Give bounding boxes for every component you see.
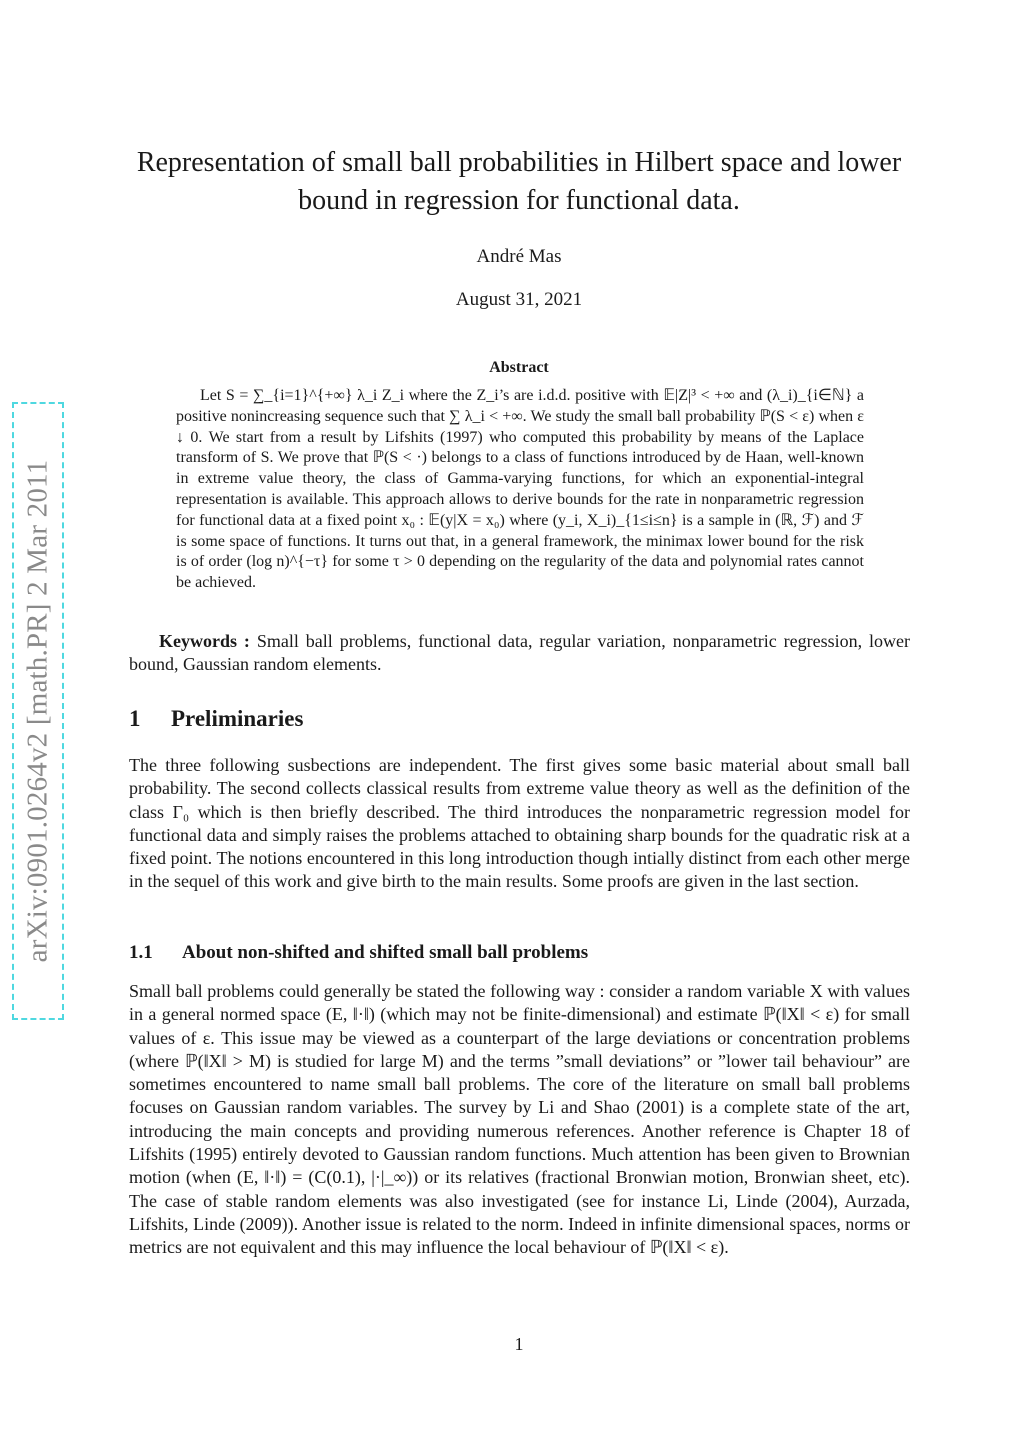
keywords-label: Keywords : [159,631,250,651]
subsection-text: Small ball problems could generally be stated the following way : consider a random variable X with values in a general normed space (E, ‖·‖) (which may not be finite-dimensional) and estimate ℙ(‖X‖ < ε) for small values of ε. This issue may be viewed as a counterpart of the large deviations or concentration problems (where ℙ(‖X‖ > M) is studied for large M) and the terms ”small deviations” or ”lower tail behaviour” are sometimes encountered to name small ball problems. The core of the literature on small ball problems focuses on Gaussian random variables. The survey by Li and Shao (2001) is a complete state of the art, introducing the main concepts and providing numerous references. Another reference is Chapter 18 of Lifshits (1995) entirely devoted to Gaussian random functions. Much attention has been given to Brownian motion (when (E, ‖·‖) = (C(0.1), |·|_∞)) or its relatives (fractional Bronwian motion, Bronwian sheet, etc). The case of stable random elements was also investigated (see for instance Li, Linde (2004), Aurzada, Lifshits, Linde (2009)). Another issue is related to the norm. Indeed in infinite dimensional spaces, norms or metrics are not equivalent and this may influence the local behaviour of ℙ(‖X‖ < ε). [129,981,910,1258]
abstract-heading: Abstract [489,359,549,376]
section-intro-text: The three following susbections are independent. The first gives some basic material about small ball probability. The second collects classical results from extreme value theory as well as the definition of the class Γ₀ which is then briefly described. The third introduces the nonparametric regression model for functional data and simply raises the problems attached to obtaining sharp bounds for the quadratic risk at a fixed point. The notions encountered in this long introduction though intially distinct from each other merge in the sequel of this work and give birth to the main results. Some proofs are given in the last section. [129,755,910,892]
arxiv-identifier-text: arXiv:0901.0264v2 [math.PR] 2 Mar 2011 [21,459,54,963]
section-number: 1 [129,706,141,731]
paper-title: Representation of small ball probabilities in Hilbert space and lower bound in regression for functional data. [136,147,902,216]
subsection-number: 1.1 [129,942,153,963]
keywords-block [129,630,910,677]
subsection-paragraph [129,980,910,1260]
section-intro-paragraph [129,754,910,894]
author-name: André Mas [476,246,562,267]
abstract-body [176,386,864,594]
page-number: 1 [514,1334,524,1354]
subsection-heading [129,942,588,964]
abstract-text: Let S = ∑_{i=1}^{+∞} λ_i Z_i where the Z_i’s are i.d.d. positive with 𝔼|Z|³ < +∞ and (λ_i)_{i∈ℕ} a positive nonincreasing sequence such that ∑ λ_i < +∞. We study the small ball probability ℙ(S < ε) when ε ↓ 0. We start from a result by Lifshits (1997) who computed this probability by means of the Laplace transform of S. We prove that ℙ(S < ·) belongs to a class of functions introduced by de Haan, well-known in extreme value theory, the class of Gamma-varying functions, for which an exponential-integral representation is available. This approach allows to derive bounds for the rate in nonparametric regression for functional data at a fixed point x₀ : 𝔼(y|X = x₀) where (y_i, X_i)_{1≤i≤n} is a sample in (ℝ, ℱ) and ℱ is some space of functions. It turns out that, in a general framework, the minimax lower bound for the risk is of order (log n)^{−τ} for some τ > 0 depending on the regularity of the data and polynomial rates cannot be achieved. [176,387,864,592]
section-title: Preliminaries [171,706,304,731]
arxiv-identifier-stamp[interactable] [12,402,64,1020]
subsection-title: About non-shifted and shifted small ball problems [182,942,589,963]
paper-date: August 31, 2021 [455,289,583,310]
section-heading [129,706,303,732]
keywords-text: Small ball problems, functional data, regular variation, nonparametric regression, lower bound, Gaussian random elements. [129,631,910,675]
